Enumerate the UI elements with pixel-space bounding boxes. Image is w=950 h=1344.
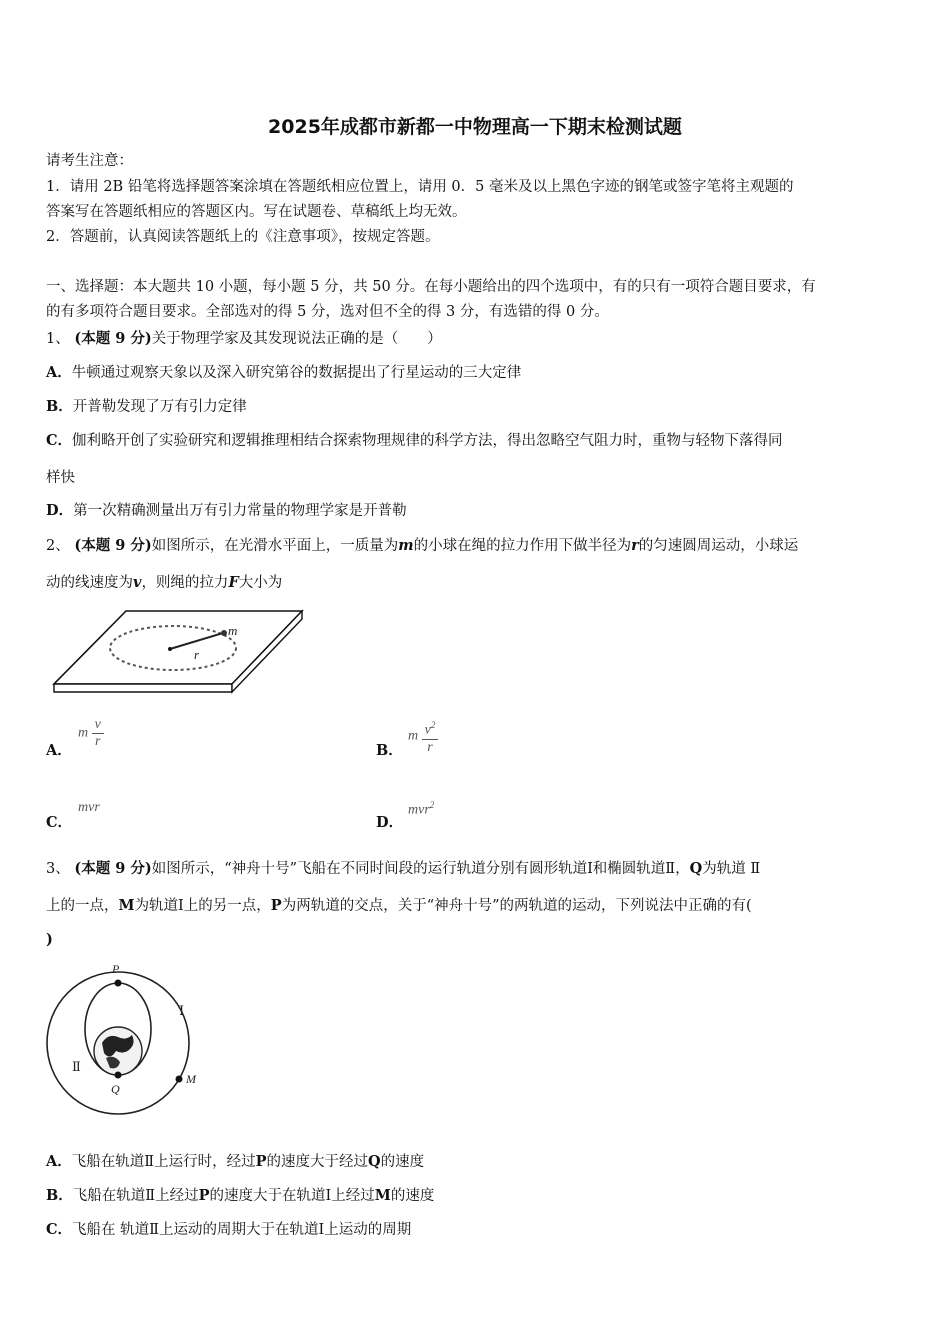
q2-var-m: m — [398, 537, 414, 554]
q3-option-b-p: P — [198, 1187, 210, 1204]
q3-option-b[interactable] — [46, 1184, 434, 1205]
q1-stem-text: 关于物理学家及其发现说法正确的是（ ） — [151, 331, 442, 347]
formula-b-exp: 2 — [430, 720, 436, 730]
q1-option-b-label: B． — [46, 398, 73, 415]
q2-figure — [46, 606, 306, 696]
q1-option-d-label: D． — [46, 502, 74, 519]
q2-stem-1c: 的匀速圆周运动，小球运 — [638, 538, 799, 554]
q3-number: 3、 — [46, 861, 70, 877]
formula-a-num: v — [92, 717, 104, 734]
q2-option-b-formula — [408, 717, 438, 756]
formula-a-frac — [92, 717, 104, 750]
fig-label-p: P — [112, 962, 120, 976]
notice-heading: 请考生注意： — [46, 153, 133, 169]
q2-var-f: F — [228, 574, 239, 591]
fig-label-orbit-i: Ⅰ — [179, 1003, 185, 1018]
q3-option-a-p: P — [255, 1153, 267, 1170]
formula-d-base: mvr — [408, 802, 430, 818]
center-point — [168, 647, 172, 651]
q3-var-p: P — [270, 897, 282, 914]
q2-stem-2c: 大小为 — [238, 575, 283, 591]
formula-b-den: r — [427, 739, 433, 755]
q1-option-c[interactable] — [46, 429, 783, 450]
q3-option-b-text-1: 飞船在轨道Ⅱ上经过 — [72, 1188, 199, 1204]
q2-stem-1b: 的小球在绳的拉力作用下做半径为 — [413, 538, 632, 554]
q3-option-b-text-3: 的速度 — [390, 1188, 435, 1204]
q3-option-c-text: 飞船在 轨道Ⅱ上运动的周期大于在轨道Ⅰ上运动的周期 — [72, 1222, 412, 1238]
q2-stem-line-1 — [46, 534, 798, 555]
q3-stem-1c: 为轨道 Ⅱ — [702, 861, 761, 877]
q3-score: (本题 9 分) — [74, 860, 152, 877]
ball-point — [221, 630, 227, 636]
q3-stem-1b: “神舟十号”飞船在不同时间段的运行轨道分别有圆形轨道Ⅰ和椭圆轨道Ⅱ， — [224, 861, 690, 877]
notice-line-2: 2．答题前，认真阅读答题纸上的《注意事项》，按规定答题。 — [46, 229, 440, 245]
q2-stem-line-2 — [46, 571, 282, 592]
q2-option-a-formula — [78, 717, 104, 750]
q3-option-a[interactable] — [46, 1150, 424, 1171]
q3-stem-line-2 — [46, 894, 752, 915]
q1-option-c-text-2: 样快 — [46, 470, 75, 486]
q1-number: 1、 — [46, 331, 70, 347]
page-title: 2025年成都市新都一中物理高一下期末检测试题 — [268, 116, 682, 138]
point-q — [115, 1072, 122, 1079]
q3-var-q: Q — [689, 860, 703, 877]
q3-option-c-label: C． — [46, 1221, 73, 1238]
formula-a-den: r — [95, 734, 101, 749]
formula-b-coef: m — [408, 728, 419, 744]
q3-stem-line-1 — [46, 857, 760, 878]
q3-figure — [44, 958, 214, 1128]
q3-option-c[interactable] — [46, 1218, 411, 1239]
q1-option-c-text-1: 伽利略开创了实验研究和逻辑推理相结合探索物理规律的科学方法，得出忽略空气阻力时，重物与轻物下落得同 — [72, 433, 783, 449]
q2-option-b-label: B． — [376, 742, 403, 759]
fig-label-orbit-ii: Ⅱ — [72, 1059, 81, 1074]
fig-label-q: Q — [111, 1082, 120, 1096]
q3-var-m: M — [118, 897, 135, 914]
q2-option-c-label: C． — [46, 814, 73, 831]
section-line-1: 一、选择题：本大题共 10 小题，每小题 5 分，共 50 分。在每小题给出的四个选项中，有的只有一项符合题目要求，有 — [46, 279, 816, 295]
q3-stem-line-3: ) — [46, 931, 53, 948]
q3-option-b-label: B． — [46, 1187, 73, 1204]
formula-a-coef: m — [78, 725, 89, 741]
q1-option-b[interactable] — [46, 395, 247, 416]
q2-number: 2、 — [46, 538, 70, 554]
q2-score: (本题 9 分) — [74, 537, 152, 554]
q2-stem-2b: ，则绳的拉力 — [141, 575, 229, 591]
q1-score: (本题 9 分) — [74, 330, 152, 347]
q3-stem-2b: 为轨道Ⅰ上的另一点， — [134, 898, 271, 914]
fig-label-m: M — [186, 1072, 196, 1086]
q3-option-a-text-2: 的速度大于经过 — [266, 1154, 369, 1170]
q3-option-a-q: Q — [368, 1153, 381, 1170]
point-p — [115, 980, 122, 987]
q2-option-c-formula: mvr — [78, 800, 100, 815]
formula-d-exp: 2 — [429, 800, 435, 810]
q1-option-d-text: 第一次精确测量出万有引力常量的物理学家是开普勒 — [73, 503, 407, 519]
q3-stem-2c: 为两轨道的交点，关于“神舟十号”的两轨道的运动，下列说法中正确的有( — [281, 898, 752, 914]
q3-option-a-text-1: 飞船在轨道Ⅱ上运行时，经过 — [71, 1154, 256, 1170]
notice-line-1a: 1．请用 2B 铅笔将选择题答案涂填在答题纸相应位置上，请用 0．5 毫米及以上黑色字迹的钢笔或签字笔将主观题的 — [46, 179, 794, 195]
formula-b-frac — [422, 717, 439, 756]
q1-stem — [46, 327, 442, 348]
q1-option-b-text: 开普勒发现了万有引力定律 — [72, 399, 247, 415]
q3-option-b-text-2: 的速度大于在轨道Ⅰ上经过 — [209, 1188, 375, 1204]
q3-option-a-text-3: 的速度 — [380, 1154, 425, 1170]
q1-option-c-label: C． — [46, 432, 73, 449]
plane-front — [54, 684, 232, 692]
q2-option-d-formula — [408, 800, 434, 819]
q1-option-a-text: 牛顿通过观察天象以及深入研究第谷的数据提出了行星运动的三大定律 — [71, 365, 522, 381]
q2-var-v: v — [133, 574, 142, 591]
q1-option-a[interactable] — [46, 361, 521, 382]
q1-option-d[interactable] — [46, 499, 407, 520]
q2-stem-1a: 如图所示，在光滑水平面上，一质量为 — [151, 538, 399, 554]
q2-option-d-label: D． — [376, 814, 404, 831]
q3-stem-1a: 如图所示， — [151, 861, 225, 877]
notice-line-1b: 答案写在答题纸相应的答题区内。写在试题卷、草稿纸上均无效。 — [46, 204, 467, 220]
q2-option-a-label: A． — [46, 742, 72, 759]
point-m — [176, 1076, 183, 1083]
fig-label-r: r — [194, 647, 200, 662]
q2-var-r: r — [631, 537, 639, 554]
formula-b-num: v — [424, 722, 431, 738]
q2-stem-2a: 动的线速度为 — [46, 575, 133, 591]
section-line-2: 的有多项符合题目要求。全部选对的得 5 分，选对但不全的得 3 分，有选错的得 0 分。 — [46, 304, 609, 320]
q3-stem-2a: 上的一点， — [46, 898, 119, 914]
q1-option-a-label: A． — [46, 364, 72, 381]
q3-option-b-m: M — [374, 1187, 391, 1204]
fig-label-m: m — [228, 623, 238, 638]
q3-option-a-label: A． — [46, 1153, 72, 1170]
